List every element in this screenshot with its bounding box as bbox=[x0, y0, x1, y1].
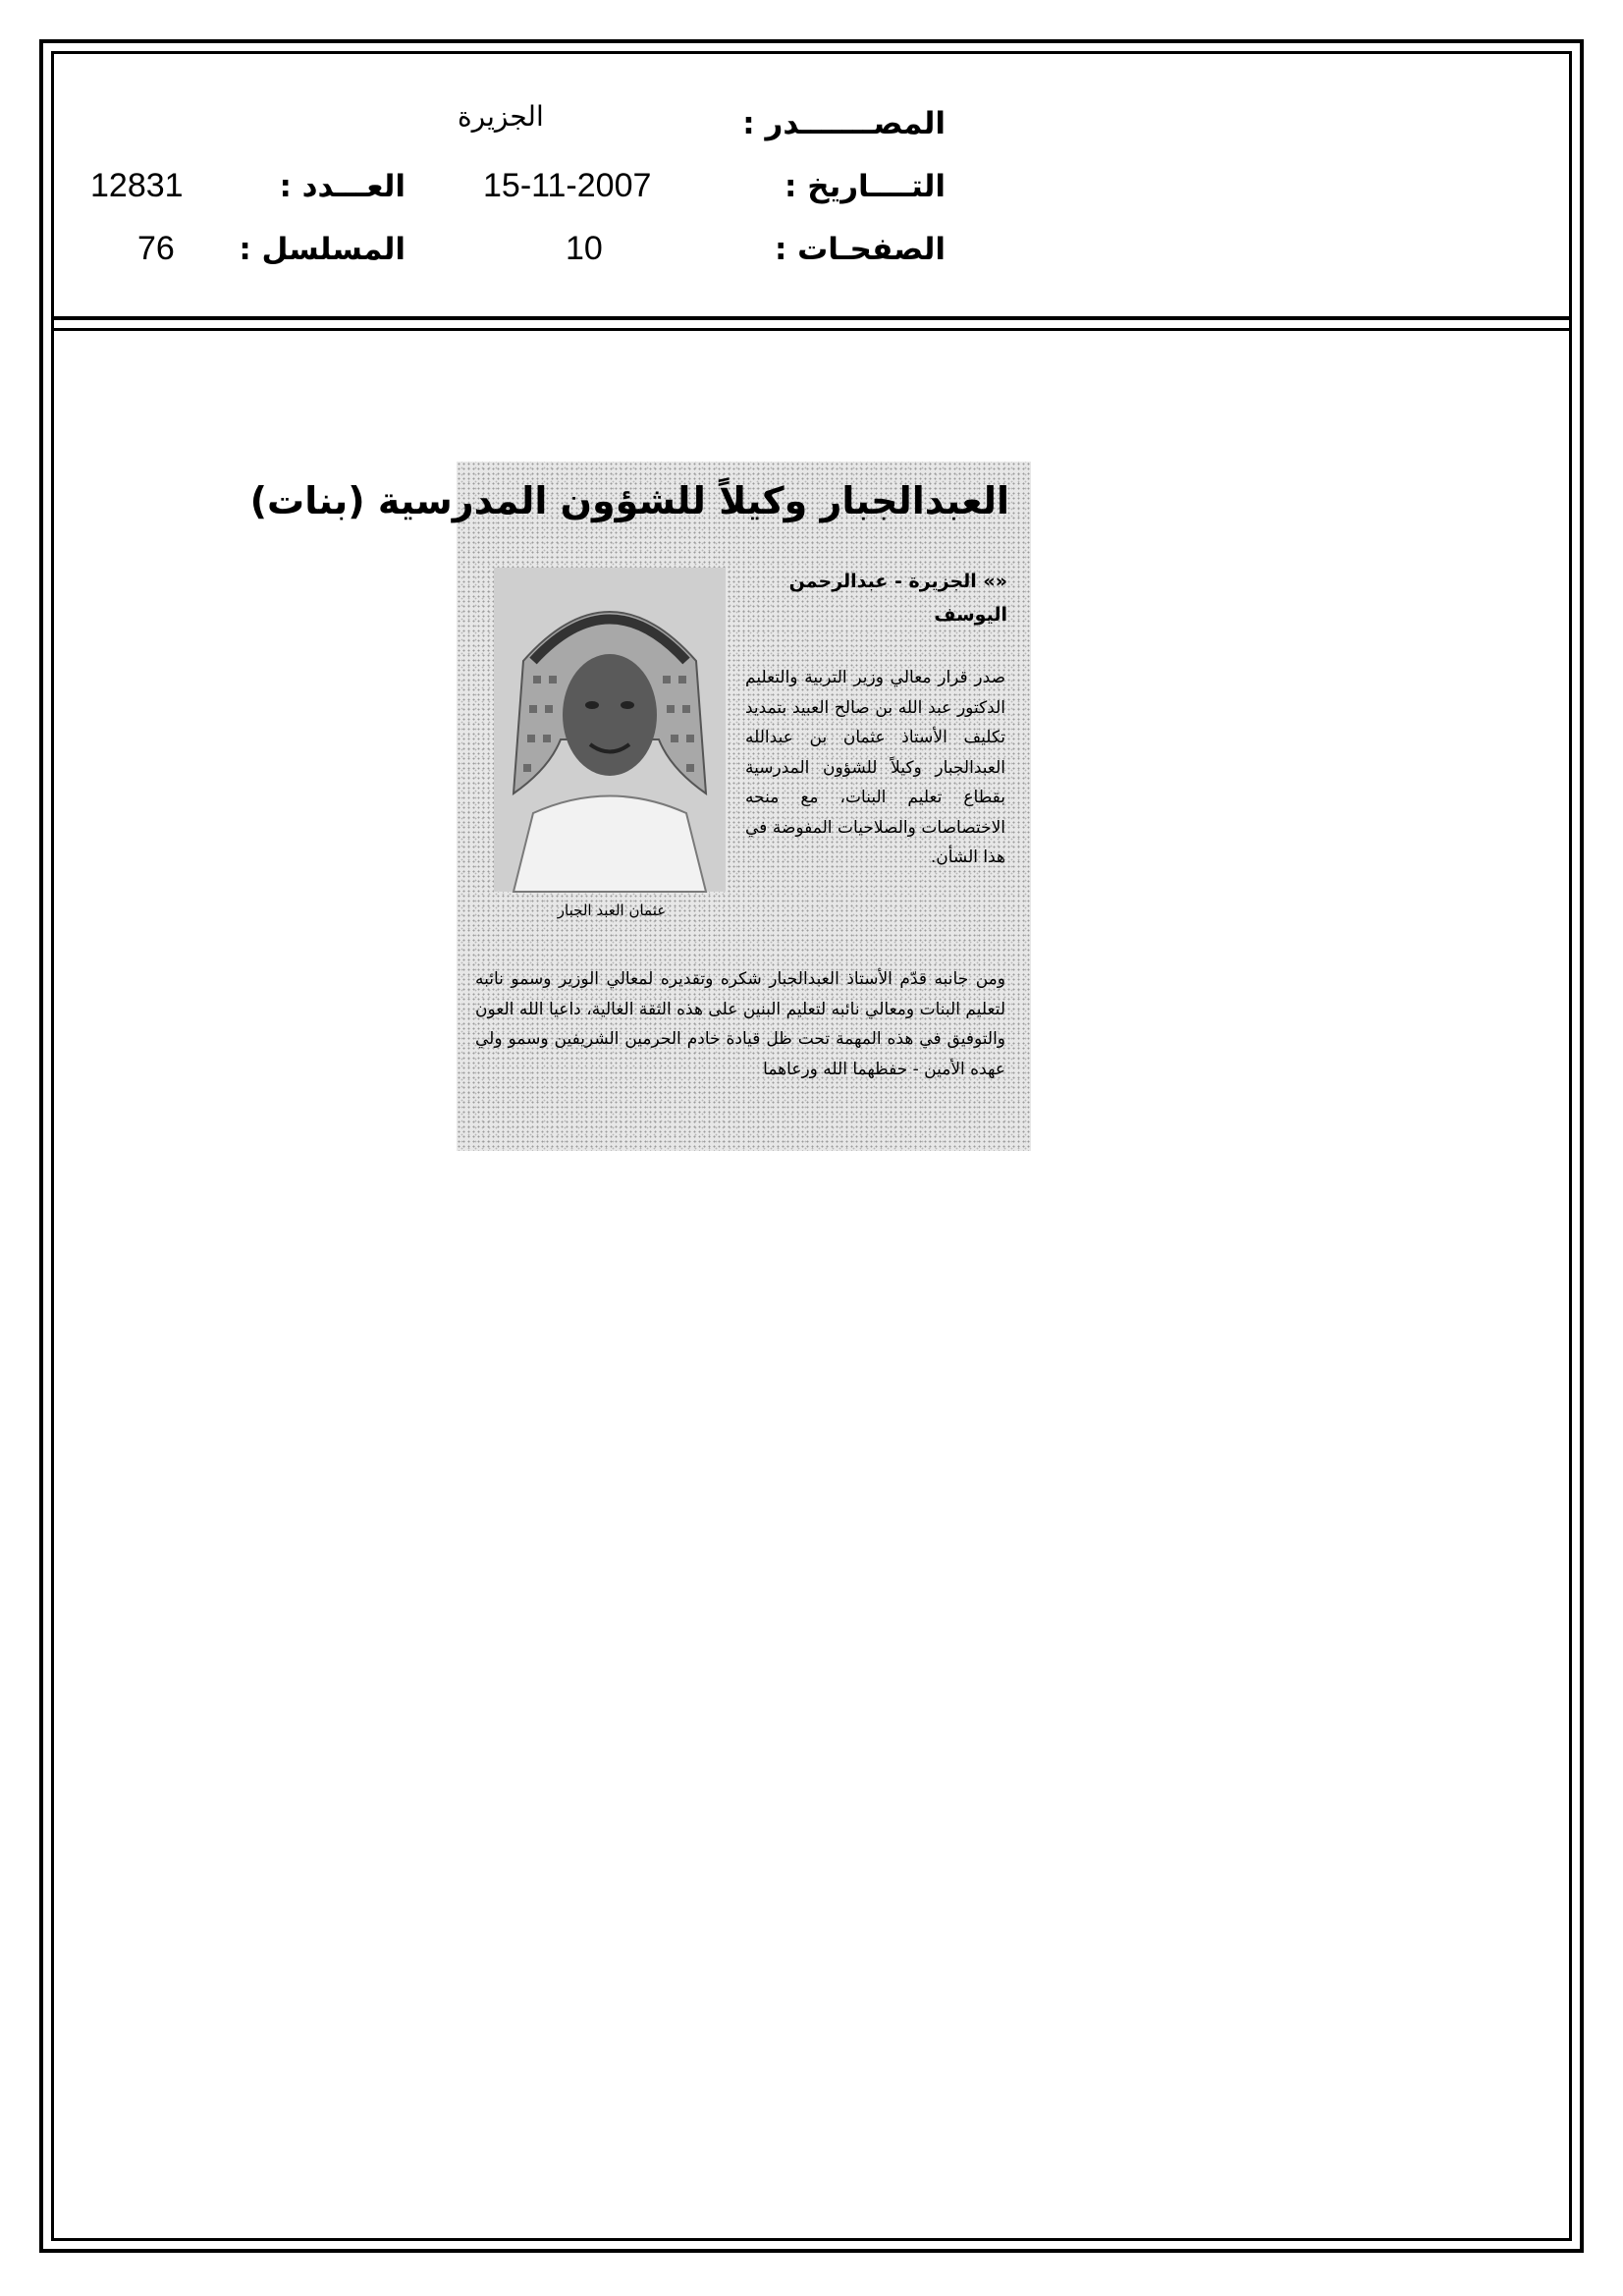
article-headline: العبدالجبار وكيلاً للشؤون المدرسية (بنات) bbox=[249, 479, 1009, 522]
article-body-column: صدر قرار معالي وزير التربية والتعليم الدكتور عبد الله بن صالح العبيد بتمديد تكليف الأستاذ عثمان بن عبدالله العبدالجبار وكيلاً للشؤون المدرسية بقطاع تعليم البنات، مع منحه الاختصاصات والصلاحيات المفوضة في هذا الشأن. bbox=[745, 668, 1005, 867]
photo-caption: عثمان العبد الجبار bbox=[557, 902, 667, 919]
source-label: المصـــــــدر : bbox=[742, 106, 946, 141]
pages-value: 10 bbox=[566, 230, 603, 267]
portrait-photo bbox=[494, 568, 726, 892]
issue-label: العـــدد : bbox=[279, 169, 406, 204]
newspaper-clipping bbox=[249, 462, 1031, 1151]
date-value: 15-11-2007 bbox=[483, 167, 652, 204]
header-divider-inner bbox=[51, 328, 1572, 331]
header-divider bbox=[51, 316, 1572, 320]
issue-value: 12831 bbox=[90, 167, 184, 204]
date-label: التــــاريخ : bbox=[784, 169, 946, 204]
serial-label: المسلسل : bbox=[239, 232, 406, 267]
article-byline: «» الجزيرة - عبدالرحمن اليوسف bbox=[788, 571, 1007, 626]
portrait-image bbox=[494, 568, 726, 892]
serial-value: 76 bbox=[137, 230, 175, 267]
article-body-continuation: ومن جانبه قدّم الأستاذ العبدالجبار شكره وتقديره لمعالي الوزير وسمو نائبه لتعليم البنات ومعالي نائبه لتعليم البنين على هذه الثقة الغالية، داعيا الله العون والتوفيق في هذه المهمة تحت ظل قيادة خادم الحرمين الشريفين وسمو ولي عهده الأمين - حفظهما الله ورعاهما bbox=[475, 969, 1005, 1079]
pages-label: الصفحـات : bbox=[774, 232, 946, 267]
source-value: الجزيرة bbox=[458, 100, 544, 133]
